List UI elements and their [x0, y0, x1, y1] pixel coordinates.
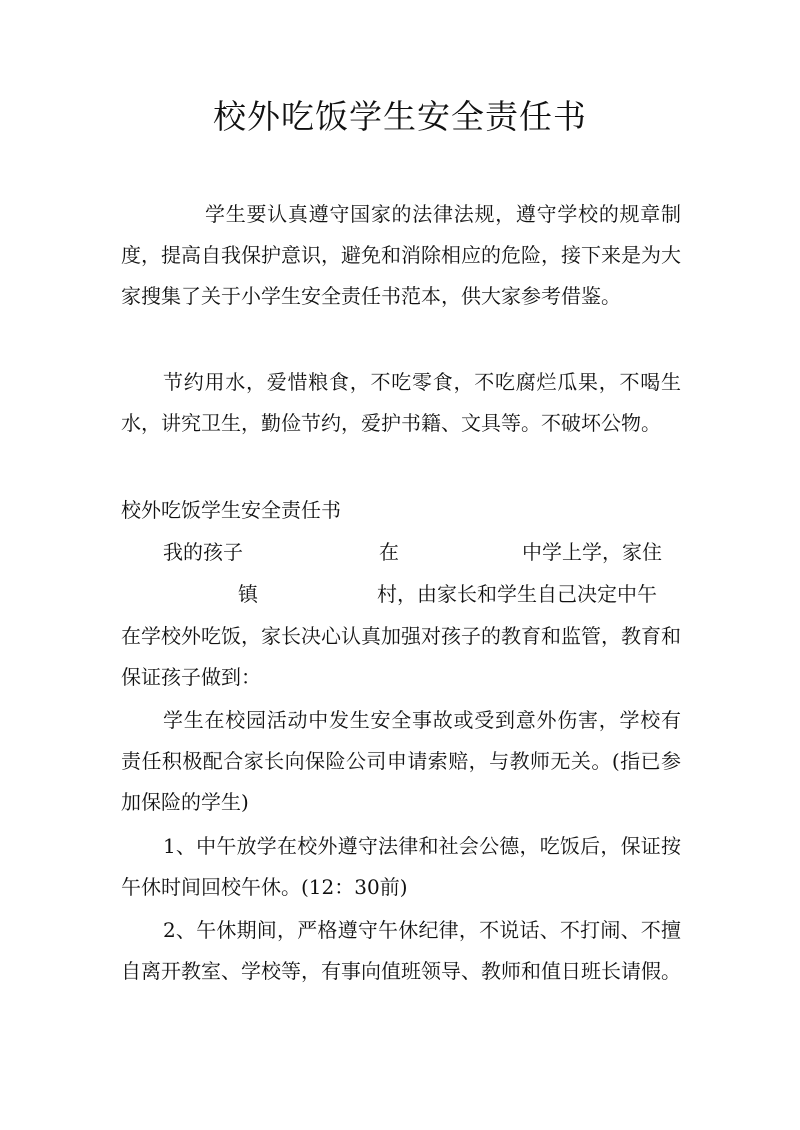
intro-paragraph: 学生要认真遵守国家的法律法规，遵守学校的规章制度，提高自我保护意识，避免和消除相应的危险，接下来是为大家搜集了关于小学生安全责任书范本，供大家参考借鉴。	[121, 202, 681, 308]
at-label: 在	[379, 540, 399, 564]
town-label: 镇	[238, 582, 258, 606]
village-label: 村，由家长和学生自己决定中午	[377, 582, 657, 606]
insurance-paragraph: 学生在校园活动中发生安全事故或受到意外伤害，学校有责任积极配合家长向保险公司申请索赔，与教师无关。(指已参加保险的学生)	[121, 708, 681, 814]
rule-item-1: 1、中午放学在校外遵守法律和社会公德，吃饭后，保证按午休时间回校午休。(12：30前)	[121, 834, 681, 899]
section-heading: 校外吃饭学生安全责任书	[121, 498, 341, 522]
document-title: 校外吃饭学生安全责任书	[213, 97, 587, 136]
form-continuation: 在学校外吃饭，家长决心认真加强对孩子的教育和监管，教育和保证孩子做到：	[121, 624, 681, 689]
rules-paragraph: 节约用水，爱惜粮食，不吃零食，不吃腐烂瓜果，不喝生水，讲究卫生，勤俭节约，爱护书籍、文具等。不破坏公物。	[121, 370, 681, 435]
school-label: 中学上学，家住	[522, 540, 662, 564]
rule-item-2: 2、午休期间，严格遵守午休纪律，不说话、不打闹、不擅自离开教室、学校等，有事向值班领导、教师和值日班长请假。	[121, 918, 681, 983]
child-label: 我的孩子	[163, 540, 243, 564]
